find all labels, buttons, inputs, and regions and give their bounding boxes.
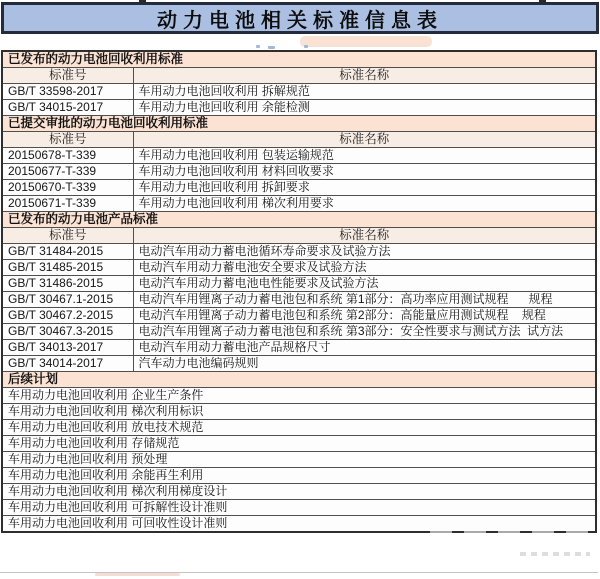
standard-name-cell: 电动汽车用锂离子动力蓄电池包和系统 第2部分：高能量应用测试规程 规程 — [133, 308, 596, 324]
standards-table-body — [2, 51, 596, 532]
standard-number-cell: GB/T 31486-2015 — [2, 276, 133, 292]
table-row — [2, 292, 596, 308]
table-row — [2, 324, 596, 340]
column-header-label: 标准号 — [2, 68, 133, 84]
table-row — [2, 100, 596, 116]
watermark-smudge — [300, 36, 432, 47]
section-header-label: 已发布的动力电池回收利用标准 — [2, 51, 596, 68]
bottom-rule — [0, 572, 598, 573]
standard-number-cell: GB/T 31484-2015 — [2, 244, 133, 260]
column-header-label: 标准号 — [2, 228, 133, 244]
standard-name-cell: 车用动力电池回收利用 余能再生利用 — [2, 468, 596, 484]
section-header-label: 已提交审批的动力电池回收利用标准 — [2, 116, 596, 132]
standard-name-cell: 车用动力电池回收利用 企业生产条件 — [2, 388, 596, 404]
page-title: 动力电池相关标准信息表 — [1, 2, 599, 34]
column-header-label: 标准名称 — [133, 228, 596, 244]
standard-name-cell: 车用动力电池回收利用 可拆解性设计准则 — [2, 500, 596, 516]
section-header-row — [2, 116, 596, 132]
table-row — [2, 452, 596, 468]
section-header-label: 已发布的动力电池产品标准 — [2, 212, 596, 228]
standard-name-cell: 车用动力电池回收利用 梯次利用要求 — [133, 196, 596, 212]
standard-name-cell: 车用动力电池回收利用 放电技术规范 — [2, 420, 596, 436]
table-row — [2, 356, 596, 372]
standard-name-cell: 车用动力电池回收利用 可回收性设计准则 — [2, 516, 596, 533]
table-row — [2, 164, 596, 180]
table-row — [2, 276, 596, 292]
faded-watermark-marks — [520, 552, 590, 556]
standard-number-cell: GB/T 34015-2017 — [2, 100, 133, 116]
standard-number-cell: GB/T 34014-2017 — [2, 356, 133, 372]
table-row — [2, 436, 596, 452]
watermark-speck — [304, 45, 308, 48]
table-row — [2, 516, 596, 533]
standard-number-cell: GB/T 34013-2017 — [2, 340, 133, 356]
column-header-label: 标准名称 — [133, 132, 596, 148]
standard-name-cell: 车用动力电池回收利用 拆解规范 — [133, 84, 596, 100]
standard-name-cell: 车用动力电池回收利用 梯次利用梯度设计 — [2, 484, 596, 500]
faded-watermark-dashes — [430, 531, 590, 533]
column-header-row — [2, 132, 596, 148]
standard-name-cell: 车用动力电池回收利用 梯次利用标识 — [2, 404, 596, 420]
column-header-row — [2, 68, 596, 84]
table-row — [2, 500, 596, 516]
standard-number-cell: 20150670-T-339 — [2, 180, 133, 196]
table-row — [2, 420, 596, 436]
standard-name-cell: 电动汽车用动力蓄电池安全要求及试验方法 — [133, 260, 596, 276]
standard-name-cell: 车用动力电池回收利用 拆卸要求 — [133, 180, 596, 196]
section-header-label: 后续计划 — [2, 372, 596, 388]
standard-name-cell: 车用动力电池回收利用 预处理 — [2, 452, 596, 468]
standard-number-cell: 20150677-T-339 — [2, 164, 133, 180]
section-header-row — [2, 51, 596, 68]
table-row — [2, 308, 596, 324]
standard-name-cell: 汽车动力电池编码规则 — [133, 356, 596, 372]
table-row — [2, 148, 596, 164]
table-row — [2, 180, 596, 196]
standard-name-cell: 电动汽车用动力蓄电池产品规格尺寸 — [133, 340, 596, 356]
table-row — [2, 484, 596, 500]
table-row — [2, 404, 596, 420]
standard-number-cell: GB/T 33598-2017 — [2, 84, 133, 100]
standard-number-cell: GB/T 30467.3-2015 — [2, 324, 133, 340]
standard-name-cell: 电动汽车用动力蓄电池循环寿命要求及试验方法 — [133, 244, 596, 260]
table-row — [2, 340, 596, 356]
standard-number-cell: 20150671-T-339 — [2, 196, 133, 212]
table-row — [2, 244, 596, 260]
scan-artifact — [139, 0, 146, 3]
standard-name-cell: 电动汽车用动力蓄电池电性能要求及试验方法 — [133, 276, 596, 292]
watermark-speck — [256, 45, 260, 48]
standard-number-cell: GB/T 30467.1-2015 — [2, 292, 133, 308]
standard-name-cell: 电动汽车用锂离子动力蓄电池包和系统 第1部分：高功率应用测试规程 规程 — [133, 292, 596, 308]
standard-name-cell: 车用动力电池回收利用 存储规范 — [2, 436, 596, 452]
table-row — [2, 260, 596, 276]
standard-name-cell: 电动汽车用锂离子动力蓄电池包和系统 第3部分：安全性要求与测试方法 试方法 — [133, 324, 596, 340]
section-header-row — [2, 372, 596, 388]
column-header-row — [2, 228, 596, 244]
faded-watermark-pink — [95, 573, 180, 576]
standard-number-cell: GB/T 30467.2-2015 — [2, 308, 133, 324]
standard-number-cell: GB/T 31485-2015 — [2, 260, 133, 276]
scan-artifact — [539, 0, 546, 3]
standard-name-cell: 车用动力电池回收利用 材料回收要求 — [133, 164, 596, 180]
table-row — [2, 196, 596, 212]
standards-table — [1, 50, 597, 533]
standard-number-cell: 20150678-T-339 — [2, 148, 133, 164]
table-row — [2, 468, 596, 484]
watermark-speck — [268, 46, 275, 49]
section-header-row — [2, 212, 596, 228]
column-header-label: 标准名称 — [133, 68, 596, 84]
table-row — [2, 388, 596, 404]
column-header-label: 标准号 — [2, 132, 133, 148]
standard-name-cell: 车用动力电池回收利用 余能检测 — [133, 100, 596, 116]
table-row — [2, 84, 596, 100]
standard-name-cell: 车用动力电池回收利用 包装运输规范 — [133, 148, 596, 164]
